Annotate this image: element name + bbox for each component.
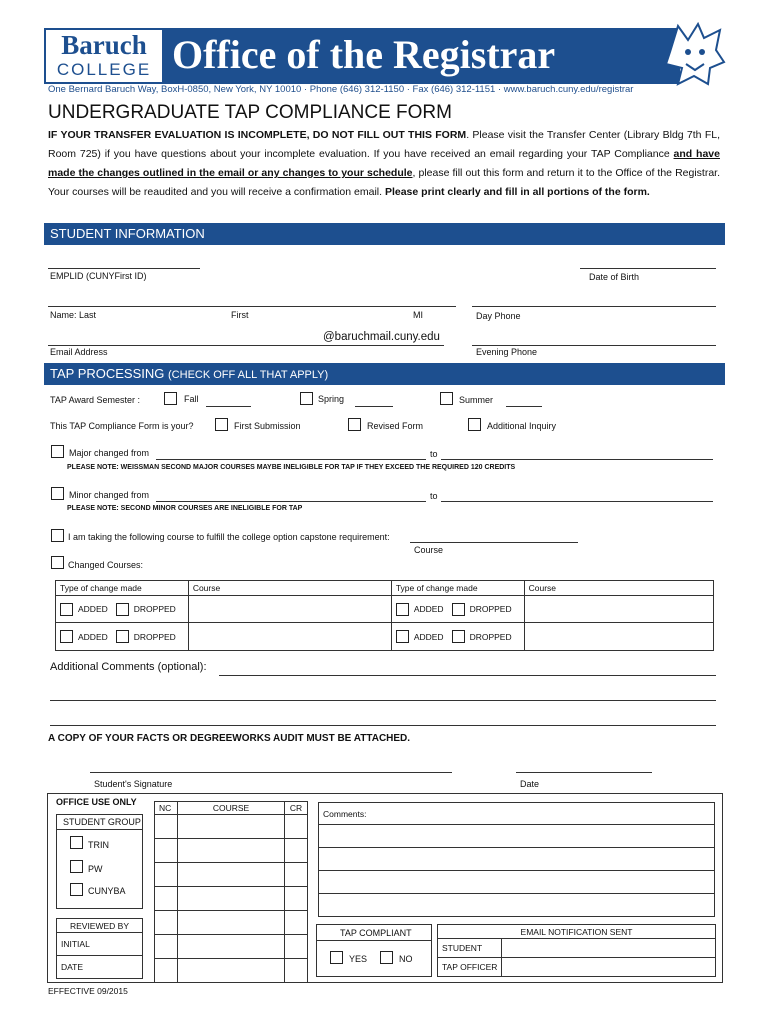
header-title: Office of the Registrar [172,32,556,77]
initial-cell[interactable]: INITIAL [57,933,143,956]
revised-form-label: Revised Form [367,421,424,431]
award-semester-label: TAP Award Semester : [50,395,141,405]
revised-form-checkbox[interactable] [348,418,361,431]
course-header-1: Course [188,581,391,596]
minor-changed-label: Minor changed from [69,490,150,500]
email-domain: @baruchmail.cuny.edu [323,331,440,343]
spring-checkbox[interactable] [300,392,313,405]
table-row[interactable] [155,911,308,935]
major-note: PLEASE NOTE: WEISSMAN SECOND MAJOR COURSES MAYBE INELIGIBLE FOR TAP IF THEY EXCEED THE REQUIRED 120 CREDITS [67,464,516,471]
effective-date: EFFECTIVE 09/2015 [48,986,128,996]
student-group-divider [56,829,143,830]
capstone-course-field[interactable] [410,542,578,543]
signature-label: Student's Signature [94,779,173,789]
day-phone-label: Day Phone [476,311,521,321]
office-comments-label[interactable]: Comments: [319,803,715,825]
table-row [56,596,714,623]
nc-header: NC [155,802,178,815]
table-row [56,623,714,651]
comments-table [318,802,715,917]
capstone-checkbox[interactable] [51,529,64,542]
added-checkbox[interactable] [396,630,409,643]
name-mi-label: MI [413,310,423,320]
additional-inquiry-checkbox[interactable] [468,418,481,431]
course-header-2: Course [524,581,713,596]
course-cell[interactable] [524,623,713,651]
no-label: NO [399,954,413,964]
dropped-checkbox[interactable] [116,630,129,643]
signature-date-label: Date [520,779,540,789]
major-changed-label: Major changed from [69,448,150,458]
evening-phone-label: Evening Phone [476,347,538,357]
header-address: One Bernard Baruch Way, BoxH-0850, New York, NY 10010 · Phone (646) 312-1150 · Fax (646) 312-1151 · www.baruch.cuny.edu/registrar [48,84,634,95]
comments-line-3[interactable] [50,725,716,726]
summer-checkbox[interactable] [440,392,453,405]
minor-note: PLEASE NOTE: SECOND MINOR COURSES ARE INELIGIBLE FOR TAP [67,505,303,512]
comments-label: Additional Comments (optional): [50,661,207,673]
dropped-label: DROPPED [469,631,512,642]
dropped-checkbox[interactable] [116,603,129,616]
emplid-label: EMPLID (CUNYFirst ID) [50,271,147,281]
signature-field[interactable] [90,772,452,773]
added-label: ADDED [413,604,444,614]
additional-inquiry-label: Additional Inquiry [487,421,557,431]
nc-course-table [154,801,308,983]
logo [44,28,164,84]
added-label: ADDED [413,631,444,642]
emplid-field[interactable] [48,268,200,269]
table-row[interactable] [155,839,308,863]
comments-line-1[interactable] [219,675,716,676]
office-comments-line[interactable] [319,848,715,871]
dob-field[interactable] [580,268,716,269]
student-info-header: STUDENT INFORMATION [44,223,725,245]
minor-to-field[interactable] [441,501,713,502]
type-header-2: Type of change made [391,581,524,596]
dropped-label: DROPPED [133,631,176,642]
major-from-field[interactable] [156,459,426,460]
office-use-title: OFFICE USE ONLY [56,797,137,807]
changed-courses-checkbox[interactable] [51,556,64,569]
summer-label: Summer [459,395,494,405]
course-header: COURSE [178,802,285,815]
table-row[interactable] [155,815,308,839]
first-submission-label: First Submission [234,421,301,431]
email-field[interactable] [48,345,444,346]
cunyba-checkbox[interactable] [70,883,83,896]
course-cell[interactable] [188,623,391,651]
intro-underlined: and have made the changes outlined in the email or any changes to your schedule [48,148,720,179]
trin-checkbox[interactable] [70,836,83,849]
intro-text-1: . Please visit the Transfer Center (Library Bldg 7th FL, Room 725) if you have questions about your incomplete evaluation. If you have received an email regarding your TAP Compliance [48,129,720,160]
tap-processing-header: TAP PROCESSING (CHECK OFF ALL THAT APPLY) [44,363,725,385]
major-to-field[interactable] [441,459,713,460]
minor-to-label: to [430,491,438,501]
fall-year-field[interactable] [206,406,251,407]
email-notification-label: EMAIL NOTIFICATION SENT [438,925,716,939]
table-row[interactable] [155,935,308,959]
form-is-label: This TAP Compliance Form is your? [50,421,194,431]
email-label: Email Address [50,347,108,357]
dob-label: Date of Birth [589,272,640,282]
dropped-checkbox[interactable] [452,630,465,643]
table-row[interactable] [155,887,308,911]
form-title: UNDERGRADUATE TAP COMPLIANCE FORM [48,102,452,123]
summer-year-field[interactable] [506,406,542,407]
minor-from-field[interactable] [156,501,426,502]
intro-text [48,126,720,202]
table-row[interactable] [155,863,308,887]
no-checkbox[interactable] [380,951,393,964]
dropped-label: DROPPED [469,604,512,614]
student-group-label: STUDENT GROUP [63,817,141,827]
intro-text-2: , please fill out this form and return it to the Office of the Registrar. Your courses will be reaudited and you will receive a confirmation email. [48,167,720,198]
spring-year-field[interactable] [355,406,393,407]
tap-compliant-label: TAP COMPLIANT [340,928,412,938]
cunyba-label: CUNYBA [88,886,126,896]
name-last-label: Name: Last [50,310,97,320]
student-value[interactable] [502,939,716,958]
major-changed-checkbox[interactable] [51,445,64,458]
capstone-label: I am taking the following course to fulfill the college option capstone requirement: [68,532,390,542]
comments-line-2[interactable] [50,700,716,701]
added-label: ADDED [78,631,108,642]
office-comments-line[interactable] [319,825,715,848]
office-comments-line[interactable] [319,871,715,894]
tap-officer-cell: TAP OFFICER [438,958,502,977]
trin-label: TRIN [88,840,109,850]
pw-checkbox[interactable] [70,860,83,873]
type-header-1: Type of change made [56,581,189,596]
pw-label: PW [88,864,103,874]
logo-college: COLLEGE [56,60,152,79]
course-cell[interactable] [524,596,713,623]
added-checkbox[interactable] [396,603,409,616]
logo-baruch: Baruch [61,30,147,60]
fall-label: Fall [184,394,199,404]
name-first-label: First [231,310,249,320]
tap-officer-value[interactable] [502,958,716,977]
cr-header: CR [285,802,308,815]
bearcat-icon [664,22,726,88]
evening-phone-field[interactable] [472,345,716,346]
first-submission-checkbox[interactable] [215,418,228,431]
fall-checkbox[interactable] [164,392,177,405]
changed-courses-label: Changed Courses: [68,560,144,570]
capstone-course-label: Course [414,545,444,555]
student-cell: STUDENT [438,939,502,958]
major-to-label: to [430,449,438,459]
tap-compliant-divider [316,940,432,941]
day-phone-field[interactable] [472,306,716,307]
added-checkbox[interactable] [60,630,73,643]
attach-notice: A COPY OF YOUR FACTS OR DEGREEWORKS AUDIT MUST BE ATTACHED. [48,733,411,744]
dropped-checkbox[interactable] [452,603,465,616]
email-notification-table [437,924,716,977]
minor-changed-checkbox[interactable] [51,487,64,500]
changed-courses-table [55,580,714,651]
date-cell[interactable]: DATE [57,956,143,979]
dropped-label: DROPPED [133,604,176,614]
intro-bold-tail: Please print clearly and fill in all portions of the form. [384,186,650,198]
yes-checkbox[interactable] [330,951,343,964]
table-row[interactable] [155,959,308,983]
reviewed-by-table [56,918,143,979]
reviewed-by-label: REVIEWED BY [57,919,143,933]
spring-label: Spring [318,394,345,404]
intro-bold-lead: IF YOUR TRANSFER EVALUATION IS INCOMPLETE, DO NOT FILL OUT THIS FORM [48,129,467,141]
office-comments-line[interactable] [319,894,715,917]
added-checkbox[interactable] [60,603,73,616]
course-cell[interactable] [188,596,391,623]
added-label: ADDED [78,604,108,614]
name-field[interactable] [48,306,456,307]
yes-label: YES [349,954,368,964]
signature-date-field[interactable] [516,772,652,773]
